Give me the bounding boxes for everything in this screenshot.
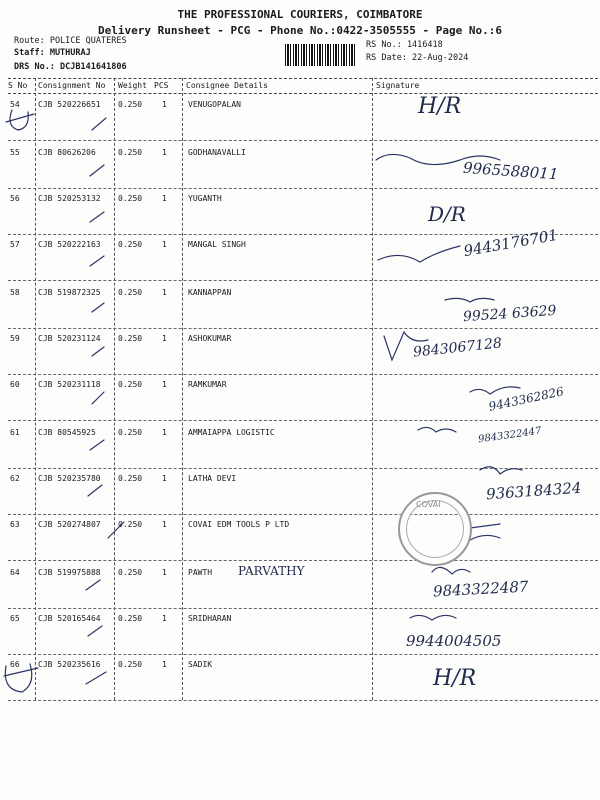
row-weight: 0.250 — [118, 334, 143, 343]
rs-date: RS Date: 22-Aug-2024 — [366, 53, 469, 63]
row-pcs: 1 — [162, 334, 167, 343]
row-weight: 0.250 — [118, 240, 143, 249]
tick-mark — [90, 256, 104, 266]
row-consignment: CJB 520274807 — [38, 520, 101, 529]
row-consignee: MANGAL SINGH — [188, 240, 246, 249]
row-consignment: CJB 80545925 — [38, 428, 96, 437]
tick-mark — [92, 303, 104, 312]
row-sno: 58 — [10, 288, 20, 297]
tick-mark — [92, 118, 106, 130]
row-weight: 0.250 — [118, 660, 143, 669]
row-consignment: CJB 520165464 — [38, 614, 101, 623]
row-signature: 9843322447 — [477, 425, 543, 446]
tick-mark — [86, 580, 100, 590]
row-sno: 63 — [10, 520, 20, 529]
stamp-text: COVAI — [416, 500, 441, 509]
row-consignment: CJB 520235616 — [38, 660, 101, 669]
row-pcs: 1 — [162, 568, 167, 577]
row-sno: 55 — [10, 148, 20, 157]
runsheet-subtitle: Delivery Runsheet - PCG - Phone No.:0422-3505555 - Page No.:6 — [98, 24, 502, 37]
company-stamp — [398, 492, 472, 566]
tick-mark — [108, 522, 124, 538]
row-weight: 0.250 — [118, 428, 143, 437]
row-signature: H/R — [418, 94, 462, 119]
signature-scribble — [384, 332, 428, 360]
row-sno: 57 — [10, 240, 20, 249]
col-pcs: PCS — [154, 81, 169, 90]
scribble-mark — [6, 110, 34, 130]
signature-scribble — [410, 615, 456, 620]
row-consignment: CJB 520231118 — [38, 380, 101, 389]
row-consignment: CJB 519975888 — [38, 568, 101, 577]
row-pcs: 1 — [162, 660, 167, 669]
row-consignee: GODHANAVALLI — [188, 148, 246, 157]
row-pcs: 1 — [162, 520, 167, 529]
row-signature: 9843322487 — [432, 577, 529, 601]
row-sno: 64 — [10, 568, 20, 577]
signature-scribble — [432, 567, 470, 574]
tick-mark — [86, 672, 106, 684]
row-sno: 60 — [10, 380, 20, 389]
row-pcs: 1 — [162, 194, 167, 203]
row-weight: 0.250 — [118, 148, 143, 157]
row-consignment: CJB 80626206 — [38, 148, 96, 157]
row-consignee: YUGANTH — [188, 194, 222, 203]
col-weight: Weight — [118, 81, 147, 90]
row-consignee: SADIK — [188, 660, 213, 669]
col-sno: S No — [8, 81, 28, 90]
row-consignment: CJB 519872325 — [38, 288, 101, 297]
company-title: THE PROFESSIONAL COURIERS, COIMBATORE — [177, 8, 423, 21]
staff-label: Staff: MUTHURAJ — [14, 48, 91, 58]
tick-mark — [92, 347, 104, 356]
row-consignee: SRIDHARAN — [188, 614, 232, 623]
row-signature: 9843067128 — [412, 335, 503, 361]
tick-mark — [92, 392, 104, 404]
scribble-mark — [4, 664, 38, 692]
row-consignment: CJB 520231124 — [38, 334, 101, 343]
row-sno: 59 — [10, 334, 20, 343]
row-consignment: CJB 520235780 — [38, 474, 101, 483]
row-pcs: 1 — [162, 474, 167, 483]
row-weight: 0.250 — [118, 380, 143, 389]
row-consignee: VENUGOPALAN — [188, 100, 241, 109]
row-consignee: LATHA DEVI — [188, 474, 237, 483]
signature-scribble — [376, 154, 500, 164]
tick-mark — [88, 626, 102, 636]
col-consignment: Consignment No — [38, 81, 106, 90]
row-consignee: PAWTH — [188, 568, 213, 577]
row-pcs: 1 — [162, 240, 167, 249]
col-signature: Signature — [376, 81, 420, 90]
route-label: Route: POLICE QUATERES — [14, 36, 127, 46]
row-signature: 9443176701 — [462, 225, 560, 261]
row-consignment: CJB 520222163 — [38, 240, 101, 249]
signature-scribble — [418, 427, 456, 432]
row-signature: 9363184324 — [485, 478, 582, 504]
row-sno: 66 — [10, 660, 20, 669]
row-pcs: 1 — [162, 148, 167, 157]
row-signature: 9965588011 — [462, 158, 559, 184]
row-weight: 0.250 — [118, 614, 143, 623]
tick-mark — [90, 440, 104, 450]
row-consignee: KANNAPPAN — [188, 288, 232, 297]
row-signature: H/R — [433, 666, 477, 691]
row-weight: 0.250 — [118, 474, 143, 483]
row-consignee: COVAI EDM TOOLS P LTD — [188, 520, 290, 529]
row-weight: 0.250 — [118, 100, 143, 109]
row-signature: 9944004505 — [406, 632, 502, 650]
col-consignee: Consignee Details — [186, 81, 268, 90]
row-signature: D/R — [428, 202, 466, 226]
row-weight: 0.250 — [118, 194, 143, 203]
tick-mark — [90, 165, 104, 176]
row-pcs: 1 — [162, 288, 167, 297]
row-consignee: ASHOKUMAR — [188, 334, 232, 343]
row-handwritten-note: PARVATHY — [238, 564, 305, 578]
tick-mark — [90, 212, 104, 222]
row-weight: 0.250 — [118, 568, 143, 577]
signature-scribble — [445, 298, 494, 302]
row-consignment: CJB 520253132 — [38, 194, 101, 203]
row-signature: 9443362826 — [487, 384, 565, 414]
row-pcs: 1 — [162, 614, 167, 623]
row-consignee: AMMAIAPPA LOGISTIC — [188, 428, 275, 437]
row-consignment: CJB 520226651 — [38, 100, 101, 109]
row-sno: 62 — [10, 474, 20, 483]
row-sno: 56 — [10, 194, 20, 203]
row-pcs: 1 — [162, 428, 167, 437]
signature-scribble — [480, 467, 522, 474]
row-sno: 54 — [10, 100, 20, 109]
row-sno: 65 — [10, 614, 20, 623]
row-pcs: 1 — [162, 380, 167, 389]
signature-scribble — [470, 387, 520, 394]
drs-number: DRS No.: DCJB141641806 — [14, 62, 127, 72]
row-weight: 0.250 — [118, 520, 143, 529]
row-weight: 0.250 — [118, 288, 143, 297]
rs-number: RS No.: 1416418 — [366, 40, 443, 50]
row-consignee: RAMKUMAR — [188, 380, 227, 389]
signature-scribble — [378, 246, 460, 262]
row-sno: 61 — [10, 428, 20, 437]
row-signature: 99524 63629 — [462, 302, 557, 326]
tick-mark — [88, 485, 102, 496]
signature-scribble — [470, 524, 500, 540]
row-pcs: 1 — [162, 100, 167, 109]
